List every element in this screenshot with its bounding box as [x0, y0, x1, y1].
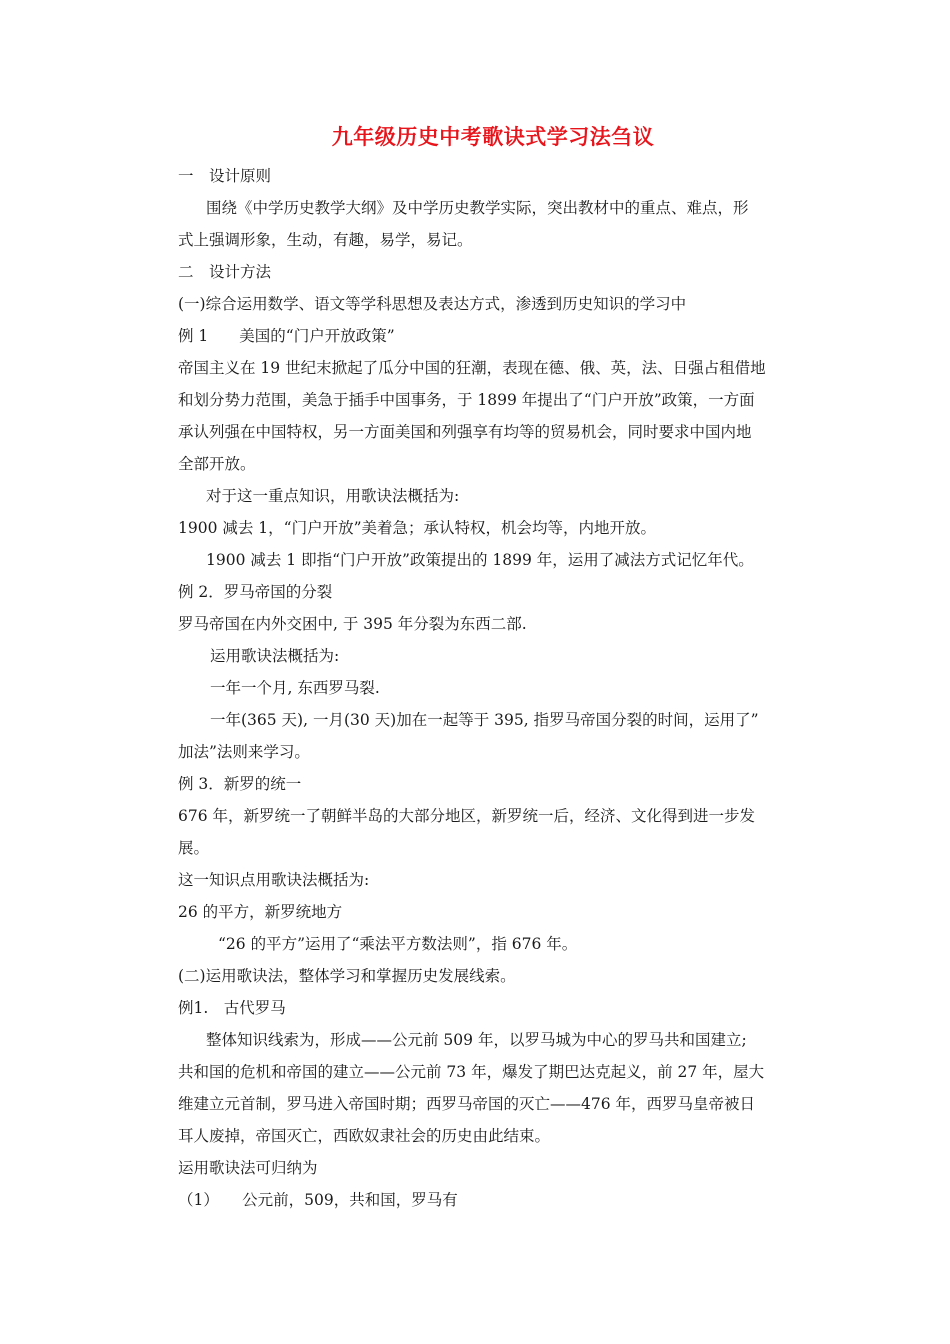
- text-line: 例 2．罗马帝国的分裂: [178, 583, 333, 601]
- text-line: 整体知识线索为，形成——公元前 509 年，以罗马城为中心的罗马共和国建立;: [206, 1031, 747, 1049]
- text-line: 26 的平方，新罗统地方: [178, 903, 343, 921]
- text-line: 例 1 美国的“门户开放政策”: [178, 327, 395, 345]
- text-line: 围绕《中学历史教学大纲》及中学历史教学实际，突出教材中的重点、难点，形: [206, 199, 749, 217]
- text-line: 一年(365 天), 一月(30 天)加在一起等于 395, 指罗马帝国分裂的时间，运用了”: [210, 711, 759, 729]
- text-line: 例1. 古代罗马: [178, 999, 286, 1017]
- text-line: 罗马帝国在内外交困中, 于 395 年分裂为东西二部.: [178, 615, 527, 633]
- text-line: (一)综合运用数学、语文等学科思想及表达方式，渗透到历史知识的学习中: [178, 295, 687, 313]
- text-line: 维建立元首制，罗马进入帝国时期；西罗马帝国的灭亡——476 年，西罗马皇帝被日: [178, 1095, 756, 1113]
- text-line: 加法”法则来学习。: [178, 743, 310, 761]
- text-line: 1900 减去 1 即指“门户开放”政策提出的 1899 年，运用了减法方式记忆年代。: [206, 551, 754, 569]
- text-line: 承认列强在中国特权，另一方面美国和列强享有均等的贸易机会，同时要求中国内地: [178, 423, 752, 441]
- text-line: 1900 减去 1，“门户开放”美着急；承认特权，机会均等，内地开放。: [178, 519, 657, 537]
- text-line: 式上强调形象，生动，有趣，易学，易记。: [178, 231, 473, 249]
- text-line: 一年一个月, 东西罗马裂.: [210, 679, 380, 697]
- text-line: 运用歌诀法可归纳为: [178, 1159, 318, 1177]
- text-line: 共和国的危机和帝国的建立——公元前 73 年，爆发了期巴达克起义，前 27 年，屋大: [178, 1063, 765, 1081]
- text-line: 二 设计方法: [178, 263, 272, 281]
- text-line: 676 年，新罗统一了朝鲜半岛的大部分地区，新罗统一后，经济、文化得到进一步发: [178, 807, 756, 825]
- document-page: [178, 118, 808, 1216]
- text-line: 这一知识点用歌诀法概括为:: [178, 871, 370, 889]
- text-line: “26 的平方”运用了“乘法平方数法则”，指 676 年。: [218, 935, 578, 953]
- text-line: 全部开放。: [178, 455, 256, 473]
- text-line: 耳人废掉，帝国灭亡，西欧奴隶社会的历史由此结束。: [178, 1127, 551, 1145]
- text-line: 一 设计原则: [178, 167, 272, 185]
- text-line: 和划分势力范围，美急于插手中国事务，于 1899 年提出了“门户开放”政策，一方面: [178, 391, 755, 409]
- text-line: (二)运用歌诀法，整体学习和掌握历史发展线索。: [178, 967, 516, 985]
- document-title: 九年级历史中考歌诀式学习法刍议: [331, 124, 655, 149]
- text-line: （1） 公元前，509，共和国，罗马有: [178, 1191, 458, 1209]
- document-body: [178, 160, 808, 1216]
- text-line: 对于这一重点知识，用歌诀法概括为:: [206, 487, 460, 505]
- text-line: 运用歌诀法概括为:: [210, 647, 340, 665]
- text-line: 帝国主义在 19 世纪末掀起了瓜分中国的狂潮，表现在德、俄、英，法、日强占租借地: [178, 359, 766, 377]
- text-line: 例 3．新罗的统一: [178, 775, 302, 793]
- text-line: 展。: [178, 839, 210, 857]
